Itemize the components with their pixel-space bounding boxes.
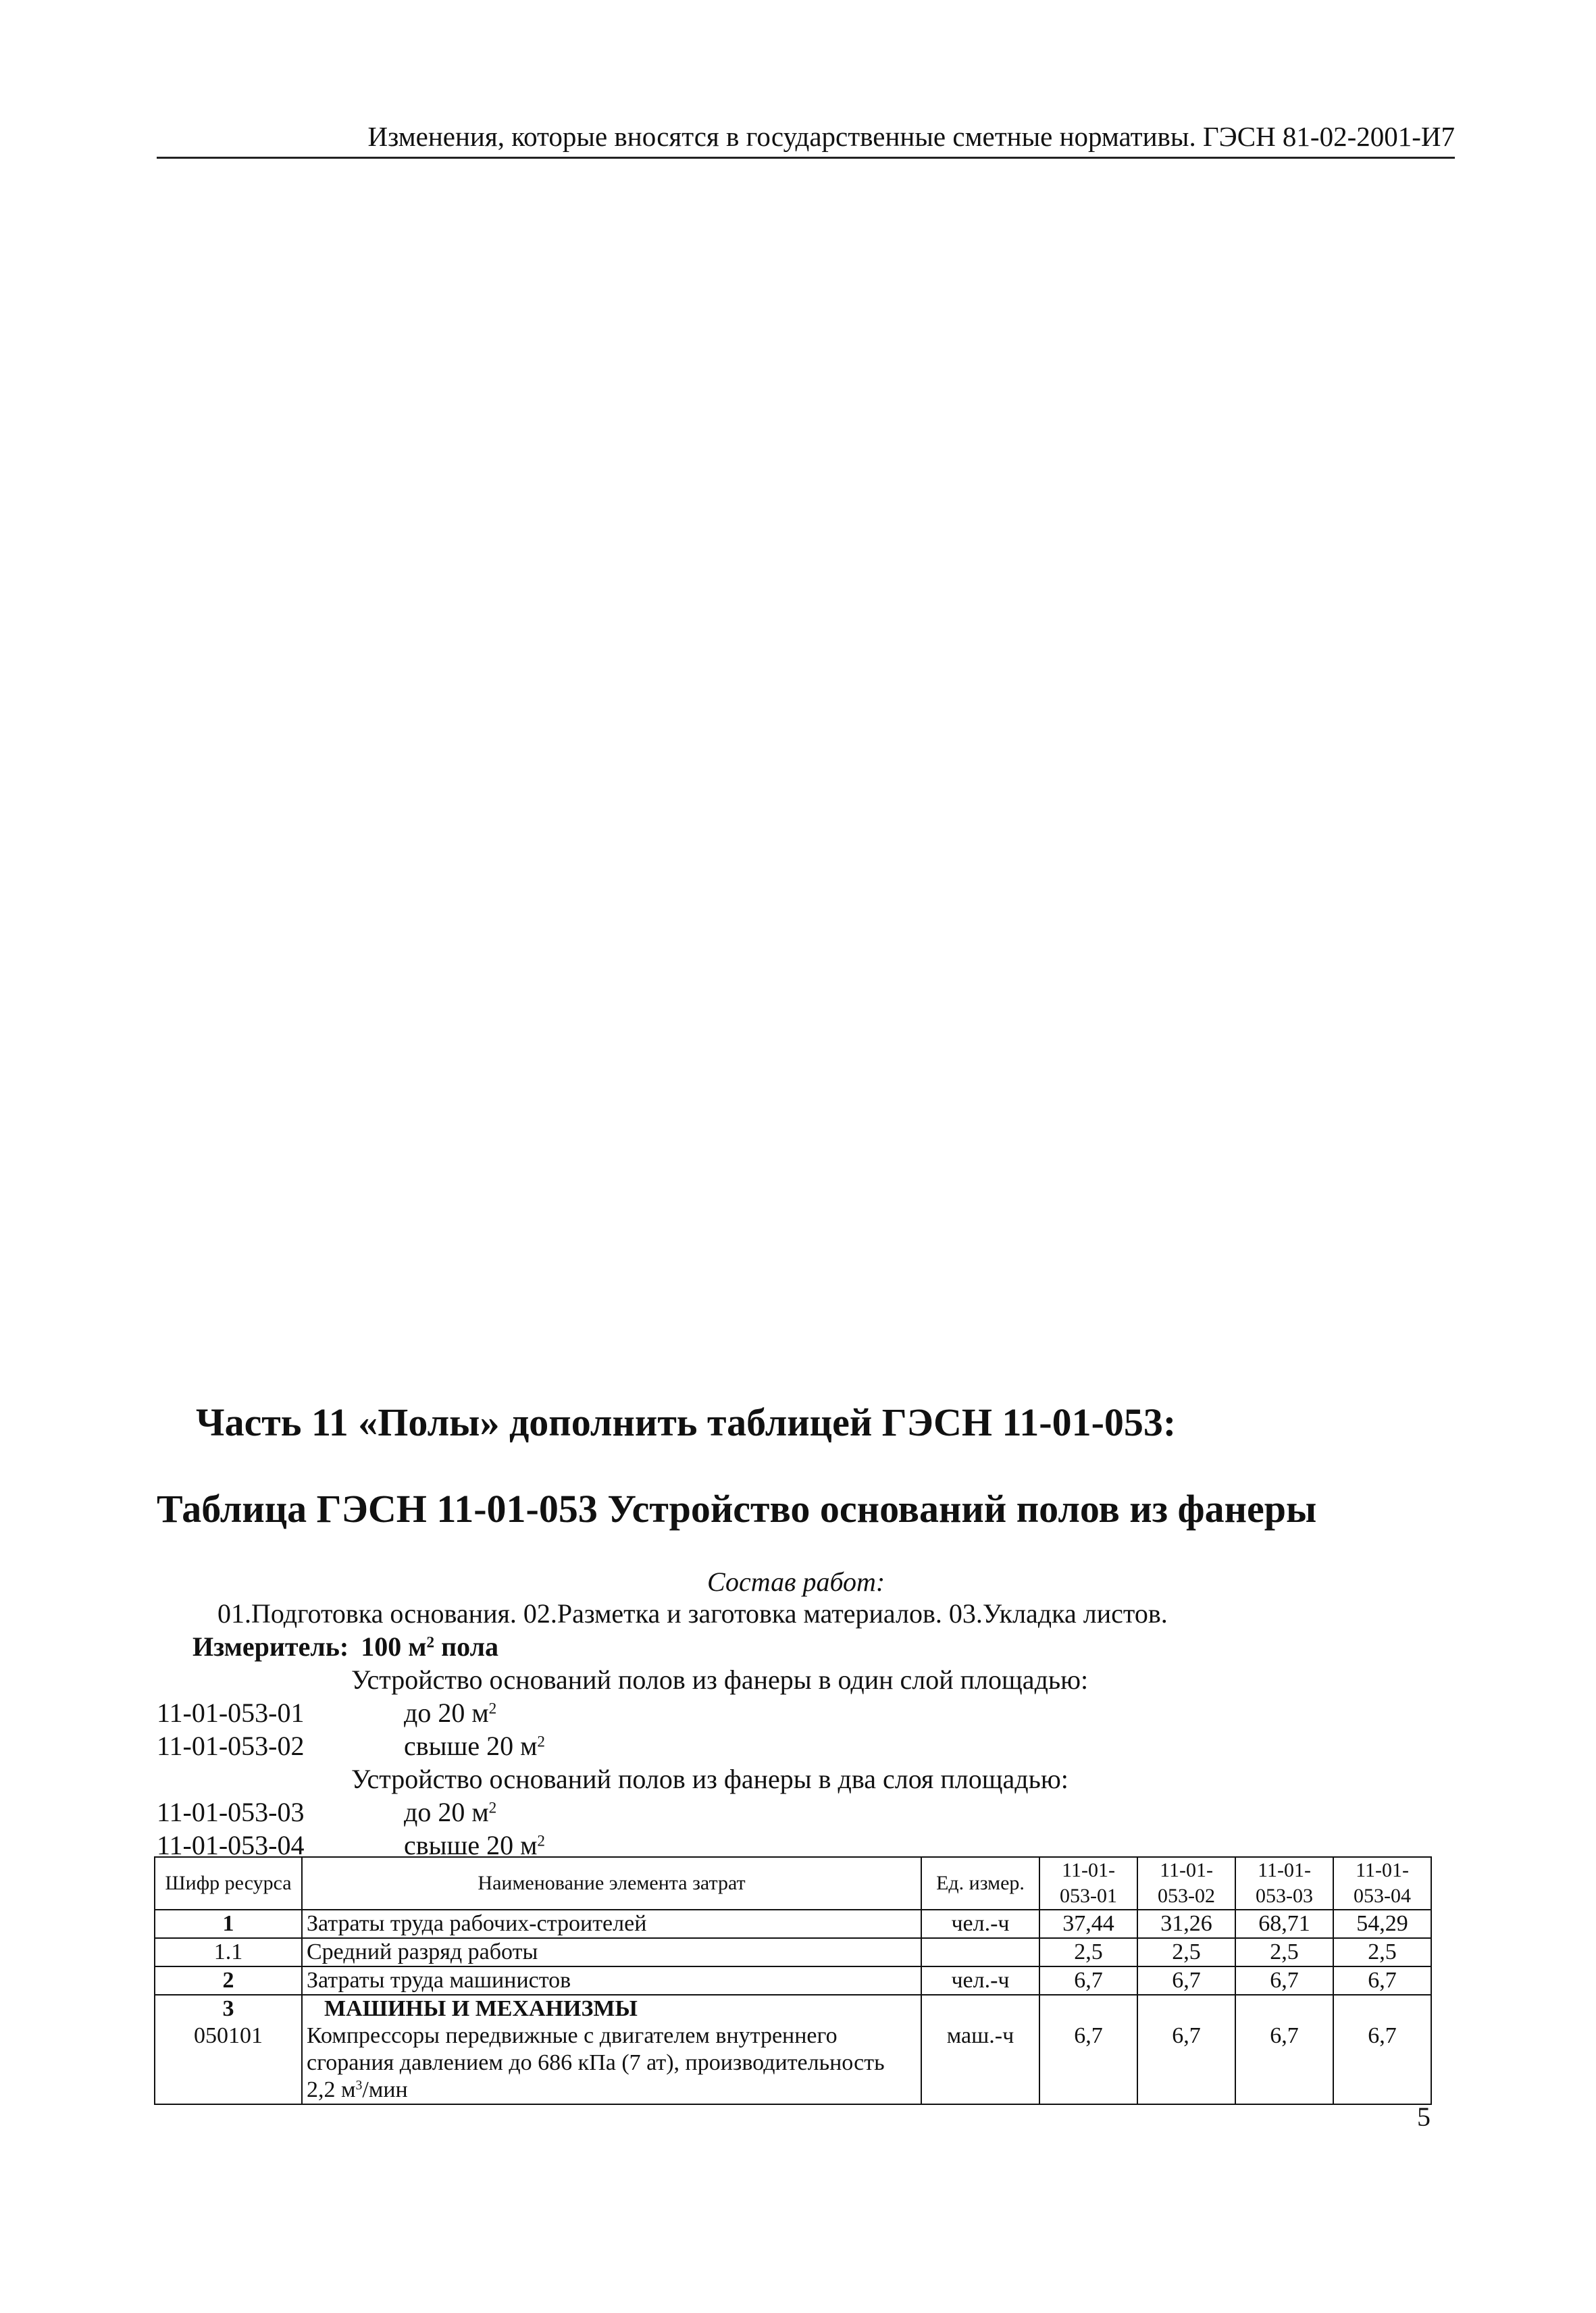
row-value: 2,5	[1039, 1938, 1137, 1966]
header-name: Наименование элемента затрат	[302, 1857, 921, 1910]
row-unit	[921, 1938, 1039, 1966]
header-col: 11-01- 053-02	[1137, 1857, 1235, 1910]
row-value: 31,26	[1137, 1910, 1235, 1938]
table-row	[155, 1966, 1431, 1995]
table-title: Таблица ГЭСН 11-01-053 Устройство оснований полов из фанеры	[157, 1487, 1317, 1531]
header-col: 11-01- 053-04	[1333, 1857, 1431, 1910]
table-row	[155, 1910, 1431, 1938]
header-unit: Ед. измер.	[921, 1857, 1039, 1910]
group-title-one-layer: Устройство оснований полов из фанеры в один слой площадью:	[351, 1664, 1089, 1695]
item-code: 050101	[194, 2023, 263, 2048]
row-value: 6,7	[1235, 1995, 1333, 2104]
meter-line	[192, 1631, 498, 1662]
header-col: 11-01- 053-03	[1235, 1857, 1333, 1910]
row-name: Затраты труда машинистов	[302, 1966, 921, 1995]
norm-code: 11-01-053-01	[157, 1698, 305, 1728]
row-value: 2,5	[1333, 1938, 1431, 1966]
row-unit: чел.-ч	[921, 1966, 1039, 1995]
norm-desc: до 20 $м^2$	[404, 1797, 497, 1827]
table-row-machines	[155, 1995, 1431, 2104]
row-value: 6,7	[1039, 1995, 1137, 2104]
row-value: 6,7	[1039, 1966, 1137, 1995]
row-value: 6,7	[1137, 1966, 1235, 1995]
row-value: 54,29	[1333, 1910, 1431, 1938]
part-title: Часть 11 «Полы» дополнить таблицей ГЭСН 11-01-053:	[196, 1400, 1177, 1444]
row-name: Затраты труда рабочих-строителей	[302, 1910, 921, 1938]
row-code: 3 050101	[155, 1995, 302, 2104]
row-value: 68,71	[1235, 1910, 1333, 1938]
header-code: Шифр ресурса	[155, 1857, 302, 1910]
row-value: 2,5	[1137, 1938, 1235, 1966]
norm-desc: свыше 20 $м^2$	[404, 1830, 545, 1860]
row-unit: маш.-ч	[921, 1995, 1039, 2104]
table-header-row	[155, 1857, 1431, 1910]
row-name: МАШИНЫ И МЕХАНИЗМЫ Компрессоры передвижные с двигателем внутреннего сгорания давлением до 686 кПа (7 ат), производительность 2,2 $м^3$/мин	[302, 1995, 921, 2104]
row-unit: чел.-ч	[921, 1910, 1039, 1938]
section-title: МАШИНЫ И МЕХАНИЗМЫ	[324, 1996, 638, 2021]
work-composition-items: 01.Подготовка основания. 02.Разметка и заготовка материалов. 03.Укладка листов.	[217, 1598, 1168, 1629]
row-value: 37,44	[1039, 1910, 1137, 1938]
norm-desc: до 20 $м^2$	[404, 1698, 497, 1728]
row-code: 1.1	[155, 1938, 302, 1966]
row-code: 1	[155, 1910, 302, 1938]
meter-value: 100 $м^2$ пола	[361, 1631, 499, 1662]
resource-table	[154, 1856, 1432, 2105]
meter-label: Измеритель:	[192, 1631, 349, 1662]
row-value: 6,7	[1333, 1995, 1431, 2104]
row-value: 6,7	[1137, 1995, 1235, 2104]
norm-code: 11-01-053-02	[157, 1731, 305, 1761]
row-value: 6,7	[1333, 1966, 1431, 1995]
norm-desc: свыше 20 $м^2$	[404, 1731, 545, 1761]
row-name: Средний разряд работы	[302, 1938, 921, 1966]
table-row	[155, 1938, 1431, 1966]
norm-code: 11-01-053-04	[157, 1830, 305, 1860]
group-title-two-layers: Устройство оснований полов из фанеры в два слоя площадью:	[351, 1764, 1069, 1794]
page-number: 5	[1417, 2102, 1431, 2132]
work-composition-heading: Состав работ:	[707, 1567, 885, 1597]
header-col: 11-01- 053-01	[1039, 1857, 1137, 1910]
row-value: 2,5	[1235, 1938, 1333, 1966]
row-code: 2	[155, 1966, 302, 1995]
row-value: 6,7	[1235, 1966, 1333, 1995]
running-header: Изменения, которые вносятся в государственные сметные нормативы. ГЭСН 81-02-2001-И7	[157, 119, 1455, 159]
norm-code: 11-01-053-03	[157, 1797, 305, 1827]
